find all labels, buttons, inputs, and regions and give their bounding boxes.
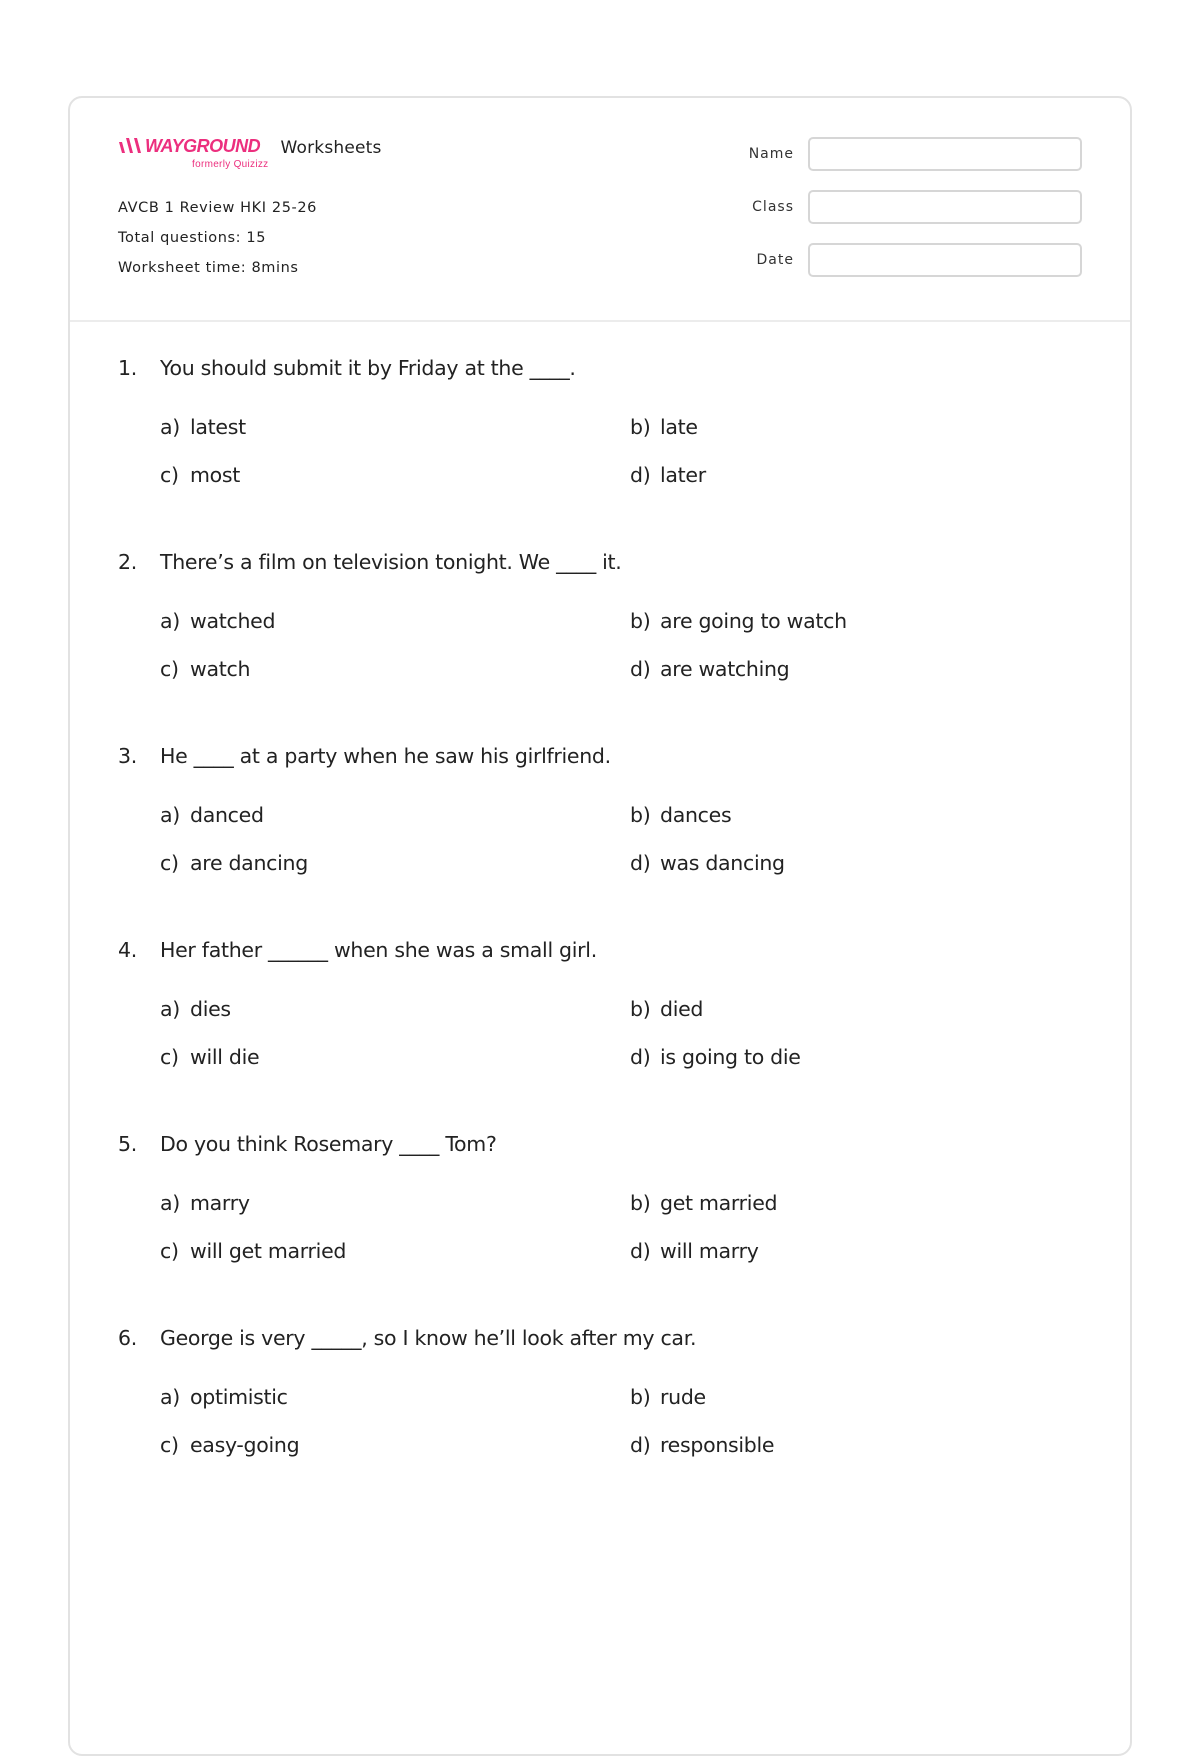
field-row-name [749,136,1082,172]
question-text: There’s a film on television tonight. We ____ it. [160,550,622,574]
date-label: Date [756,252,794,268]
option-text: was dancing [660,851,785,875]
option-text: late [660,415,698,439]
option-text: easy-going [190,1433,300,1457]
option-letter: b) [630,609,651,633]
question-stem [118,1124,1078,1164]
option-letter: d) [630,1045,651,1069]
field-row-class [749,189,1082,225]
option-letter: b) [630,1191,651,1215]
option-b[interactable] [630,408,1100,446]
option-b[interactable] [630,1184,1100,1222]
logo-wordmark: WAYGROUND [145,136,261,156]
worksheet-meta [118,198,317,288]
option-a[interactable] [160,1184,630,1222]
option-c[interactable] [160,844,630,882]
student-fields [749,136,1082,295]
option-d[interactable] [630,1232,1100,1270]
answer-options [160,1184,1078,1270]
option-letter: c) [160,463,179,487]
option-d[interactable] [630,650,1100,688]
option-letter: c) [160,851,179,875]
question-text: Do you think Rosemary ____ Tom? [160,1132,497,1156]
question-number: 3. [118,744,137,768]
question-6 [118,1318,1078,1512]
question-4 [118,930,1078,1124]
option-text: dances [660,803,732,827]
option-letter: a) [160,415,180,439]
question-stem [118,542,1078,582]
option-c[interactable] [160,650,630,688]
product-label: Worksheets [280,138,382,158]
option-text: latest [190,415,246,439]
option-text: get married [660,1191,778,1215]
option-text: responsible [660,1433,775,1457]
worksheet-title: AVCB 1 Review HKI 25-26 [118,200,318,216]
wayground-mark-icon [118,136,142,156]
question-number: 6. [118,1326,137,1350]
option-text: will marry [660,1239,759,1263]
option-letter: d) [630,1239,651,1263]
name-input[interactable] [808,137,1082,171]
question-stem [118,1318,1078,1358]
answer-options [160,990,1078,1076]
question-text: You should submit it by Friday at the ____. [160,356,576,380]
question-text: He ____ at a party when he saw his girlfriend. [160,744,611,768]
option-c[interactable] [160,1426,630,1464]
question-list [118,348,1078,1512]
name-label: Name [748,146,794,162]
date-input[interactable] [808,243,1082,277]
answer-options [160,1378,1078,1464]
question-stem [118,736,1078,776]
option-letter: a) [160,1191,180,1215]
option-b[interactable] [630,1378,1100,1416]
question-text: Her father ______ when she was a small girl. [160,938,597,962]
option-a[interactable] [160,796,630,834]
question-stem [118,348,1078,388]
logo-subtitle: formerly Quizizz [192,159,269,170]
answer-options [160,796,1078,882]
option-d[interactable] [630,456,1100,494]
worksheet-time: Worksheet time: 8mins [118,260,299,276]
option-text: danced [190,803,264,827]
option-letter: a) [160,997,180,1021]
option-a[interactable] [160,602,630,640]
option-text: are going to watch [660,609,847,633]
option-text: watched [190,609,276,633]
question-1 [118,348,1078,542]
option-b[interactable] [630,990,1100,1028]
class-label: Class [752,199,794,215]
option-text: later [660,463,706,487]
option-a[interactable] [160,408,630,446]
option-text: will get married [190,1239,347,1263]
option-letter: b) [630,415,651,439]
option-letter: a) [160,609,180,633]
question-2 [118,542,1078,736]
option-c[interactable] [160,1038,630,1076]
field-row-date [749,242,1082,278]
question-5 [118,1124,1078,1318]
option-a[interactable] [160,1378,630,1416]
question-number: 5. [118,1132,137,1156]
option-letter: b) [630,803,651,827]
option-b[interactable] [630,796,1100,834]
option-letter: b) [630,997,651,1021]
option-d[interactable] [630,844,1100,882]
option-text: marry [190,1191,250,1215]
question-text: George is very _____, so I know he’ll look after my car. [160,1326,697,1350]
option-text: rude [660,1385,706,1409]
option-letter: d) [630,1433,651,1457]
option-text: most [190,463,241,487]
option-d[interactable] [630,1038,1100,1076]
option-b[interactable] [630,602,1100,640]
option-text: died [660,997,704,1021]
option-text: will die [190,1045,260,1069]
option-text: optimistic [190,1385,288,1409]
worksheet-page [68,96,1132,1756]
option-letter: d) [630,657,651,681]
option-letter: a) [160,803,180,827]
question-3 [118,736,1078,930]
answer-options [160,602,1078,688]
question-number: 4. [118,938,137,962]
option-text: is going to die [660,1045,801,1069]
answer-options [160,408,1078,494]
option-letter: c) [160,1239,179,1263]
option-letter: c) [160,657,179,681]
option-c[interactable] [160,1232,630,1270]
option-letter: d) [630,463,651,487]
worksheet-header [70,98,1130,322]
question-number: 2. [118,550,137,574]
wayground-logo [118,136,268,170]
option-text: are watching [660,657,790,681]
question-number: 1. [118,356,137,380]
option-letter: c) [160,1433,179,1457]
option-d[interactable] [630,1426,1100,1464]
option-letter: d) [630,851,651,875]
option-letter: a) [160,1385,180,1409]
option-text: watch [190,657,251,681]
option-c[interactable] [160,456,630,494]
total-questions: Total questions: 15 [118,230,267,246]
brand [118,136,382,170]
option-text: are dancing [190,851,308,875]
option-a[interactable] [160,990,630,1028]
option-letter: c) [160,1045,179,1069]
question-stem [118,930,1078,970]
class-input[interactable] [808,190,1082,224]
option-text: dies [190,997,231,1021]
option-letter: b) [630,1385,651,1409]
